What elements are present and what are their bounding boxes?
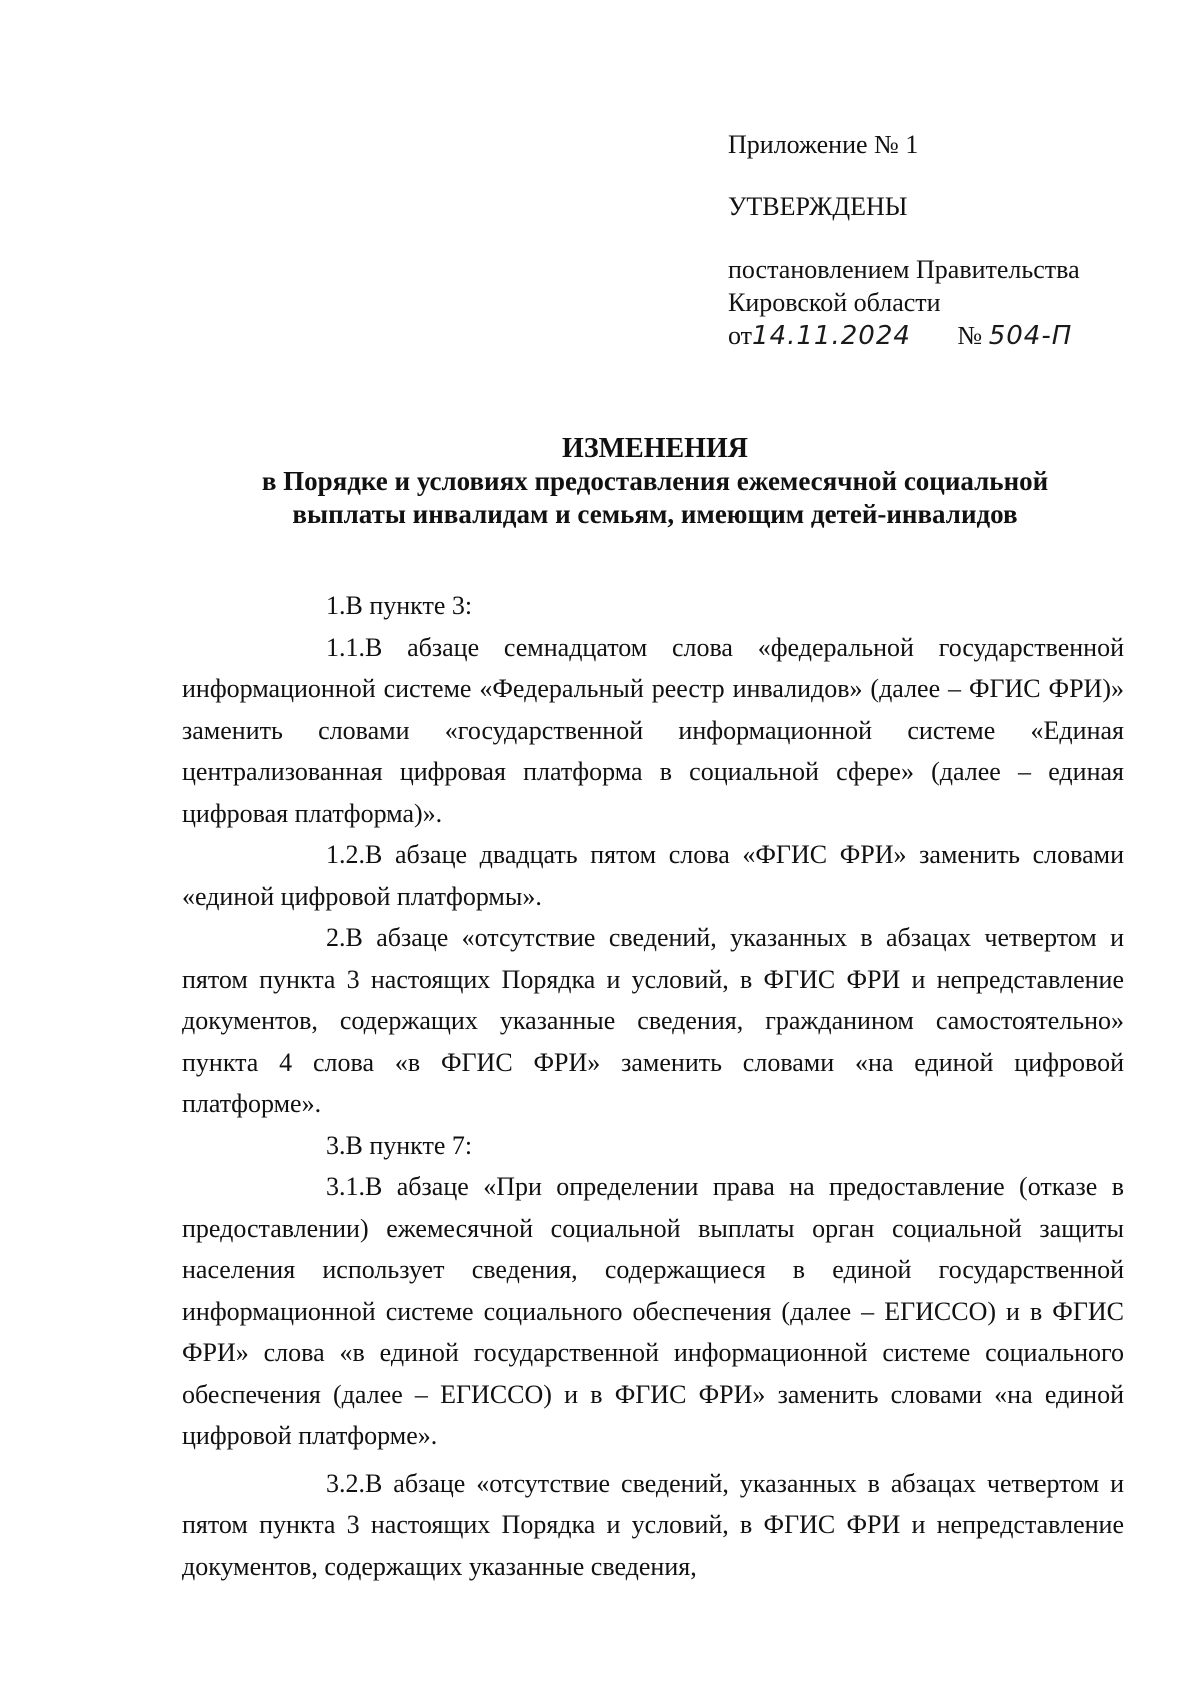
paragraph-text: В абзаце двадцать пятом слова «ФГИС ФРИ» заменить словами «единой цифровой платформы».	[182, 840, 1124, 911]
paragraph-number: 3.1.	[326, 1172, 365, 1201]
date-prefix: от	[728, 321, 753, 350]
paragraph-text: В абзаце «отсутствие сведений, указанных в абзацах четвертом и пятом пункта 3 настоящих Порядка и условий, в ФГИС ФРИ и непредставление документов, содержащих указанные сведения,	[182, 1468, 1124, 1581]
approval-block	[728, 128, 1148, 353]
paragraph-1-2	[182, 834, 1124, 917]
paragraph-number: 1.	[326, 591, 346, 620]
paragraph-text: В пункте 3:	[345, 591, 473, 620]
paragraph-number: 2.	[326, 923, 346, 952]
number-prefix: №	[957, 321, 983, 350]
paragraph-3-1	[182, 1166, 1124, 1457]
paragraph-1	[182, 585, 1124, 627]
heading-subtitle-line-2: выплаты инвалидам и семьям, имеющим детей-инвалидов	[292, 499, 1018, 529]
appendix-label: Приложение № 1	[728, 130, 919, 159]
paragraph-number: 1.1.	[326, 632, 365, 662]
paragraph-text: В абзаце «отсутствие сведений, указанных в абзацах четвертом и пятом пункта 3 настоящих Порядка и условий, в ФГИС ФРИ и непредставление документов, содержащих указанные сведения, гражданином самостоятельно» пункта 4 слова «в ФГИС ФРИ» заменить словами «на единой цифровой платформе».	[182, 923, 1124, 1118]
paragraph-3	[182, 1125, 1124, 1167]
heading-title: ИЗМЕНЕНИЯ	[562, 433, 748, 464]
resolution-line-1: постановлением Правительства	[728, 255, 1080, 284]
heading-subtitle-line-1: в Порядке и условиях предоставления ежемесячной социальной	[261, 466, 1049, 496]
paragraph-1-1	[182, 627, 1124, 835]
date-number-line	[728, 319, 1148, 353]
handwritten-date: 14.11.2024	[752, 321, 911, 351]
handwritten-number: 504-П	[988, 321, 1073, 351]
document-heading	[180, 432, 1130, 531]
paragraph-number: 3.2.	[326, 1468, 365, 1498]
paragraph-number: 1.2.	[326, 840, 365, 869]
paragraph-number: 3.	[326, 1130, 346, 1160]
document-body	[182, 585, 1124, 1587]
paragraph-text: В абзаце семнадцатом слова «федеральной государственной информационной системе «Федеральный реестр инвалидов» (далее – ФГИС ФРИ)» заменить словами «государственной информационной системе «Единая централизованная цифровая платформа в социальной сфере» (далее – единая цифровая платформа)».	[182, 632, 1124, 828]
paragraph-3-2	[182, 1463, 1124, 1588]
paragraph-2	[182, 917, 1124, 1125]
paragraph-text: В абзаце «При определении права на предоставление (отказе в предоставлении) ежемесячной социальной выплаты орган социальной защиты населения использует сведения, содержащиеся в единой государственной информационной системе социального обеспечения (далее – ЕГИССО) и в ФГИС ФРИ» слова «в единой государственной информационной системе социального обеспечения (далее – ЕГИССО) и в ФГИС ФРИ» заменить словами «на единой цифровой платформе».	[182, 1172, 1124, 1450]
paragraph-text: В пункте 7:	[345, 1130, 473, 1160]
resolution-line-2: Кировской области	[728, 288, 941, 317]
approved-label: УТВЕРЖДЕНЫ	[728, 192, 908, 221]
